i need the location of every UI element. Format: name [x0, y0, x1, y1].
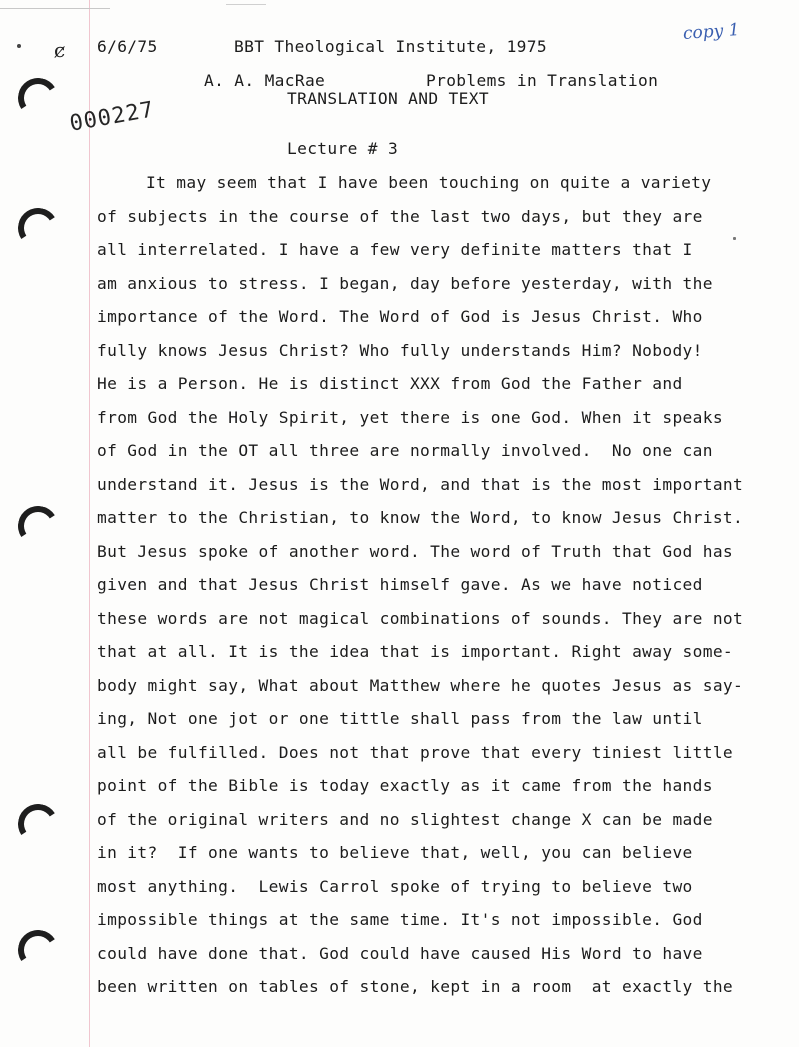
- punch-hole-1: [14, 74, 61, 121]
- body-line: body might say, What about Matthew where he quotes Jesus as say-: [97, 675, 744, 695]
- body-line: from God the Holy Spirit, yet there is one God. When it speaks: [97, 407, 723, 427]
- punch-hole-4: [14, 800, 61, 847]
- body-line: But Jesus spoke of another word. The word of Truth that God has: [97, 541, 734, 561]
- body-line: been written on tables of stone, kept in a room at exactly the: [97, 977, 734, 996]
- stamp-number: 000227: [67, 97, 157, 137]
- body-line: most anything. Lewis Carrol spoke of trying to believe two: [97, 876, 693, 896]
- punch-hole-3: [14, 502, 61, 549]
- body-line: point of the Bible is today exactly as it came from the hands: [97, 776, 713, 795]
- body-line: matter to the Christian, to know the Word, to know Jesus Christ.: [97, 508, 744, 527]
- body-line: of God in the OT all three are normally involved. No one can: [97, 441, 713, 460]
- body-line: all interrelated. I have a few very definite matters that I: [97, 240, 693, 259]
- header-course: Problems in Translation: [426, 71, 659, 90]
- body-line: given and that Jesus Christ himself gave. As we have noticed: [97, 575, 703, 594]
- header-date: 6/6/75: [97, 37, 158, 56]
- body-line: understand it. Jesus is the Word, and that is the most important: [97, 474, 744, 494]
- body-line: all be fulfilled. Does not that prove that every tiniest little: [97, 742, 734, 762]
- punch-hole-5: [14, 926, 61, 973]
- body-line: fully knows Jesus Christ? Who fully understands Him? Nobody!: [97, 340, 703, 360]
- body-line: He is a Person. He is distinct XXX from God the Father and: [97, 374, 683, 393]
- header-author: A. A. MacRae: [204, 71, 326, 90]
- top-rule: [0, 8, 110, 9]
- body-line: these words are not magical combinations of sounds. They are not: [97, 608, 744, 628]
- body-line: that at all. It is the idea that is important. Right away some-: [97, 642, 734, 661]
- body-line: in it? If one wants to believe that, well, you can believe: [97, 843, 693, 862]
- top-rule-short: [226, 4, 266, 5]
- body-line: It may seem that I have been touching on quite a variety: [146, 173, 712, 192]
- body-line: could have done that. God could have caused His Word to have: [97, 943, 703, 963]
- margin-line: [89, 0, 90, 1047]
- lecture-number: Lecture # 3: [287, 139, 399, 158]
- body-line: of subjects in the course of the last two days, but they are: [97, 206, 703, 226]
- punch-hole-2: [14, 204, 61, 251]
- body-line: importance of the Word. The Word of God is Jesus Christ. Who: [97, 307, 703, 326]
- handwritten-note: copy 1: [682, 20, 741, 44]
- header-institute: BBT Theological Institute, 1975: [234, 37, 547, 56]
- body-line: am anxious to stress. I began, day before yesterday, with the: [97, 273, 713, 293]
- ink-speck: [733, 237, 736, 240]
- body-line: impossible things at the same time. It's not impossible. God: [97, 910, 703, 929]
- body-line: ing, Not one jot or one tittle shall pass from the law until: [97, 709, 703, 728]
- body-line: of the original writers and no slightest change X can be made: [97, 809, 713, 829]
- ink-mark: ȼ: [54, 38, 66, 62]
- header-section: TRANSLATION AND TEXT: [287, 89, 489, 108]
- ink-dot: [17, 44, 21, 48]
